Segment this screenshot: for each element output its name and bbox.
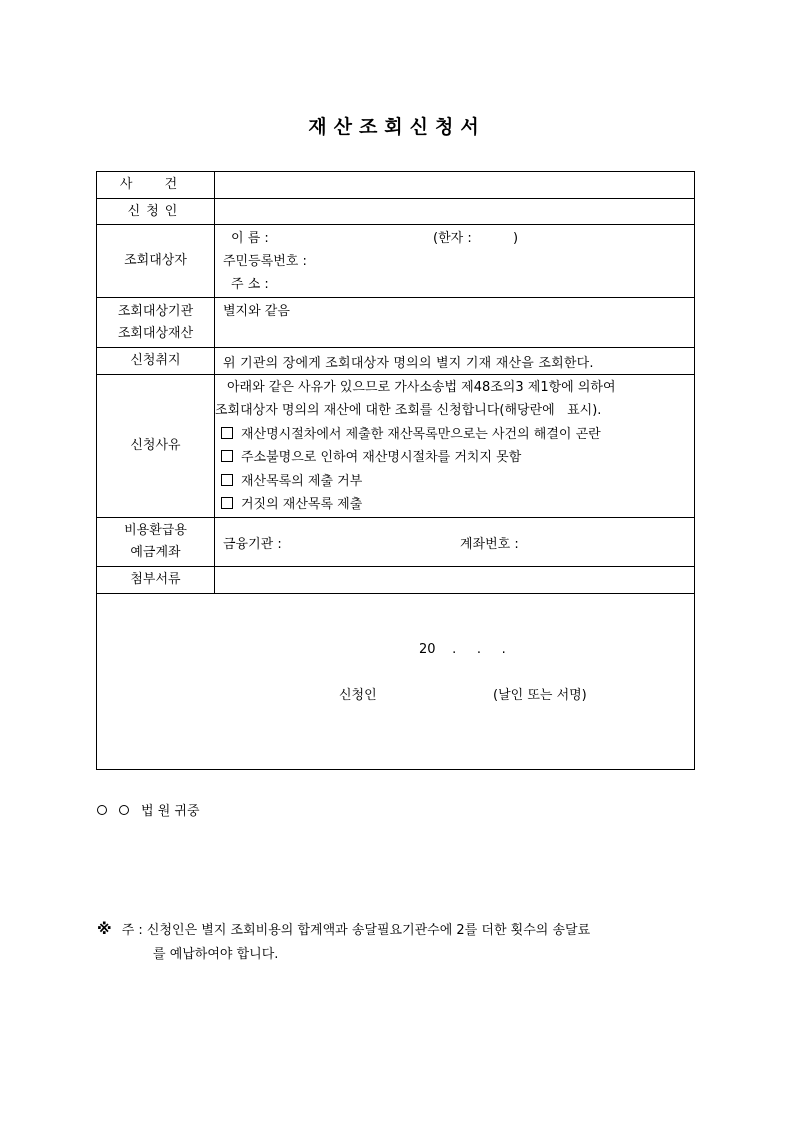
signer-label: 신청인 — [339, 688, 377, 703]
reason-field — [215, 375, 695, 518]
reason-option-3-label: 재산목록의 제출 거부 — [241, 473, 363, 489]
reason-option-2-label: 주소불명으로 인하여 재산명시절차를 거치지 못함 — [241, 450, 522, 465]
purpose-row — [97, 348, 695, 375]
hanja-label: (한자 : ) — [433, 230, 519, 246]
target-row — [97, 225, 695, 298]
name-label: 이 름 : — [231, 230, 269, 246]
refund-label-2: 예금계좌 — [130, 545, 181, 560]
refund-row — [97, 518, 695, 567]
applicant-field[interactable] — [215, 199, 695, 225]
institution-value: 별지와 같음 — [223, 304, 290, 319]
reason-intro-1: 아래와 같은 사유가 있으므로 가사소송법 제48조의3 제1항에 의하여 — [227, 379, 616, 395]
target-field[interactable] — [215, 225, 695, 298]
reference-mark-icon: ※ — [97, 920, 112, 938]
attachments-field[interactable] — [215, 567, 695, 594]
checkbox[interactable] — [221, 497, 233, 509]
case-row — [97, 172, 695, 199]
institution-row — [97, 298, 695, 348]
court-label: 법 원 귀중 — [141, 804, 200, 819]
note-line-2: 를 예납하여야 합니다. — [153, 947, 279, 962]
target-label: 조회대상자 — [97, 225, 215, 298]
signature-cell — [97, 594, 695, 770]
checkbox[interactable] — [221, 474, 233, 486]
document-title: 재산조회신청서 — [308, 116, 486, 138]
institution-label — [97, 298, 215, 348]
bank-label: 금융기관 : — [223, 536, 282, 552]
reason-option-2 — [215, 446, 694, 470]
reason-option-1-label: 재산명시절차에서 제출한 재산목록만으로는 사건의 해결이 곤란 — [241, 426, 601, 442]
checkbox[interactable] — [221, 427, 233, 439]
note-block — [97, 917, 701, 967]
refund-label-1: 비용환급용 — [124, 523, 187, 538]
reason-option-4 — [215, 493, 694, 517]
purpose-value: 위 기관의 장에게 조회대상자 명의의 별지 기재 재산을 조회한다. — [215, 348, 695, 375]
circle-icon — [119, 805, 129, 815]
account-label: 계좌번호 : — [460, 537, 519, 552]
case-field[interactable] — [215, 172, 695, 199]
attachments-label: 첨부서류 — [97, 567, 215, 594]
refund-field[interactable] — [215, 518, 695, 567]
institution-label-1: 조회대상기관 — [117, 303, 194, 319]
reason-intro-2: 조회대상자 명의의 재산에 대한 조회를 신청합니다(해당란에 표시). — [215, 403, 602, 418]
purpose-label: 신청취지 — [97, 348, 215, 375]
reason-option-3 — [215, 470, 694, 494]
address-label: 주 소 : — [231, 276, 269, 292]
reason-label: 신청사유 — [97, 375, 215, 518]
application-form-table — [96, 171, 695, 770]
circle-icon — [97, 805, 107, 815]
rrn-label: 주민등록번호 : — [223, 253, 307, 269]
seal-label: (날인 또는 서명) — [493, 688, 587, 703]
note-line-1: 주 : 신청인은 별지 조회비용의 합계액과 송달필요기관수에 2를 더한 횟수의 송달료 — [121, 923, 591, 938]
signature-row — [97, 594, 695, 770]
reason-option-4-label: 거짓의 재산목록 제출 — [241, 497, 363, 512]
date-field[interactable]: 20 . . . — [419, 642, 506, 657]
institution-field[interactable] — [215, 298, 695, 348]
institution-label-2: 조회대상재산 — [117, 325, 194, 341]
reason-option-1 — [215, 423, 694, 447]
refund-label — [97, 518, 215, 567]
court-addressee — [97, 800, 200, 819]
reason-row — [97, 375, 695, 518]
applicant-row — [97, 199, 695, 225]
case-label: 사 건 — [97, 172, 215, 199]
attachments-row — [97, 567, 695, 594]
checkbox[interactable] — [221, 450, 233, 462]
applicant-label: 신청인 — [97, 199, 215, 225]
